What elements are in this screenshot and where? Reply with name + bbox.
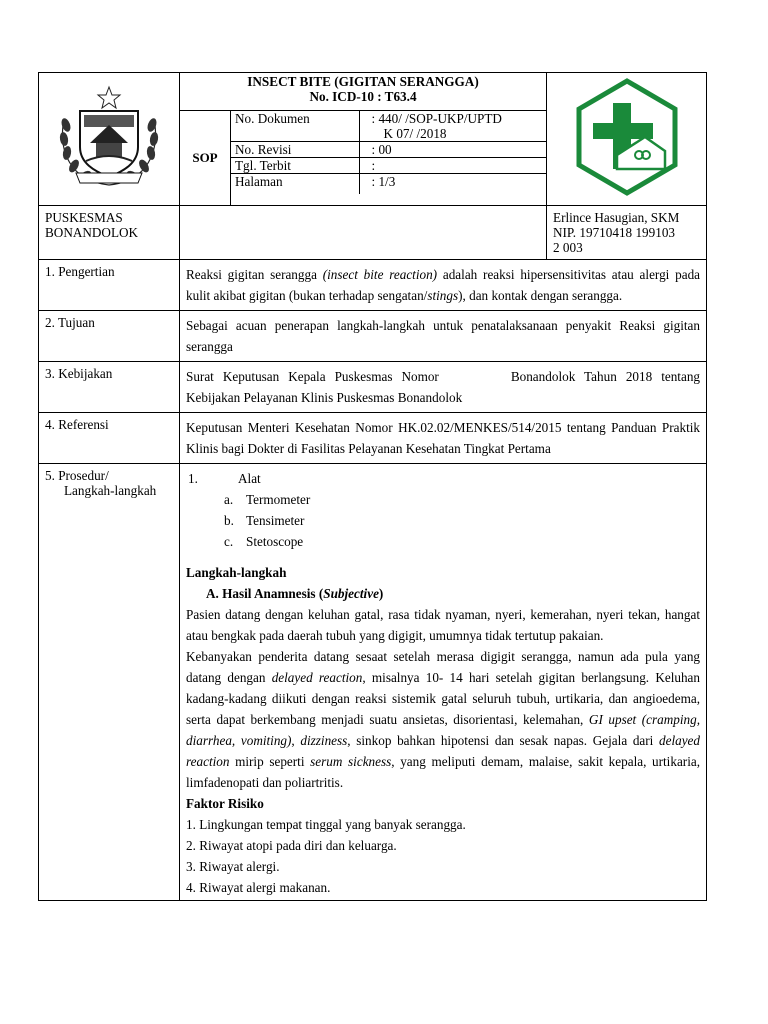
section-content: Reaksi gigitan serangga (insect bite reaction) adalah reaksi hipersensitivitas atau alergi pada kulit akibat gigitan (bukan terhadap sengatan/stings), dan kontak dengan serangga. xyxy=(180,260,707,311)
list-item: 4. Riwayat alergi makanan. xyxy=(186,880,331,895)
section-prosedur xyxy=(39,464,707,901)
sop-document xyxy=(38,72,706,901)
alat-list: 1. Alat a. Termometer b. Tensimeter c. Stetoscope xyxy=(186,468,700,552)
list-item: 3. Riwayat alergi. xyxy=(186,859,280,874)
section-content: Sebagai acuan penerapan langkah-langkah untuk penatalaksanaan penyakit Reaksi gigitan serangga xyxy=(180,311,707,362)
anamnesis-paragraph-2: Kebanyakan penderita datang sesaat setelah merasa digigit serangga, namun ada pula yang datang dengan delayed reaction, misalnya 10- 14 hari setelah gigitan berlangsung. Keluhan kadang-kadang diikuti dengan reaksi sistemik gatal seluruh tubuh, urtikaria, dan angioedema, serta dapat berkembang menjadi suatu ansietas, disorientasi, kelemahan, GI upset (cramping, diarrhea, vomiting), dizziness, sinkop bahkan hipotensi dan sesak napas. Gejala dari delayed reaction mirip seperti serum sickness, yang meliputi demam, malaise, sakit kepala, urtikaria, limfadenopati dan poliartritis. xyxy=(186,649,701,790)
puskesmas-logo-cell xyxy=(547,73,707,206)
section-pengertian xyxy=(39,260,707,311)
meta-row-no-dokumen: No. Dokumen : 440/ /SOP-UKP/UPTD K 07/ /2018 xyxy=(231,111,546,142)
list-item: b. Tensimeter xyxy=(224,513,305,528)
icd-code: No. ICD-10 : T63.4 xyxy=(309,89,417,104)
regency-emblem-icon xyxy=(50,81,168,193)
list-item: a. Termometer xyxy=(224,492,311,507)
anamnesis-paragraph-1: Pasien datang dengan keluhan gatal, rasa tidak nyaman, nyeri, kemerahan, nyeri tekan, hangat atau bengkak pada daerah tubuh yang digigit, umumnya tidak tertutup pakaian. xyxy=(186,607,701,643)
document-meta-table xyxy=(231,111,546,194)
list-item: c. Stetoscope xyxy=(224,534,304,549)
meta-row-no-revisi: No. Revisi : 00 xyxy=(231,142,546,158)
document-meta-cell xyxy=(231,111,547,206)
signer-cell: Erlince Hasugian, SKM NIP. 19710418 199103 2 003 xyxy=(547,206,707,260)
puskesmas-logo-icon xyxy=(573,77,681,197)
list-item: 2. Riwayat atopi pada diri dan keluarga. xyxy=(186,838,397,853)
section-label: 5. Prosedur/ Langkah-langkah xyxy=(39,464,180,901)
section-kebijakan xyxy=(39,362,707,413)
faktor-risiko-heading: Faktor Risiko xyxy=(186,796,264,811)
meta-row-halaman: Halaman : 1/3 xyxy=(231,174,546,195)
anamnesis-heading: A. Hasil Anamnesis (Subjective) xyxy=(206,586,384,601)
section-tujuan xyxy=(39,311,707,362)
langkah-heading: Langkah-langkah xyxy=(186,565,287,580)
document-title: INSECT BITE (GIGITAN SERANGGA) xyxy=(247,74,479,89)
list-item: 1. Lingkungan tempat tinggal yang banyak serangga. xyxy=(186,817,466,832)
section-referensi xyxy=(39,413,707,464)
meta-row-tgl-terbit: Tgl. Terbit : xyxy=(231,158,546,174)
section-label: 3. Kebijakan xyxy=(39,362,180,413)
section-label: 4. Referensi xyxy=(39,413,180,464)
sop-table xyxy=(38,72,707,901)
regency-emblem-cell xyxy=(39,73,180,206)
section-content: Keputusan Menteri Kesehatan Nomor HK.02.02/MENKES/514/2015 tentang Panduan Praktik Klinis bagi Dokter di Fasilitas Pelayanan Kesehatan Tingkat Pertama xyxy=(180,413,707,464)
organization-cell: PUSKESMAS BONANDOLOK xyxy=(39,206,180,260)
section-content xyxy=(180,464,707,901)
sop-label: SOP xyxy=(180,111,231,206)
signature-space xyxy=(180,206,547,260)
section-label: 1. Pengertian xyxy=(39,260,180,311)
document-title-cell xyxy=(180,73,547,111)
section-content: Surat Keputusan Kepala Puskesmas Nomor Bonandolok Tahun 2018 tentang Kebijakan Pelayanan Klinis Puskesmas Bonandolok xyxy=(180,362,707,413)
section-label: 2. Tujuan xyxy=(39,311,180,362)
